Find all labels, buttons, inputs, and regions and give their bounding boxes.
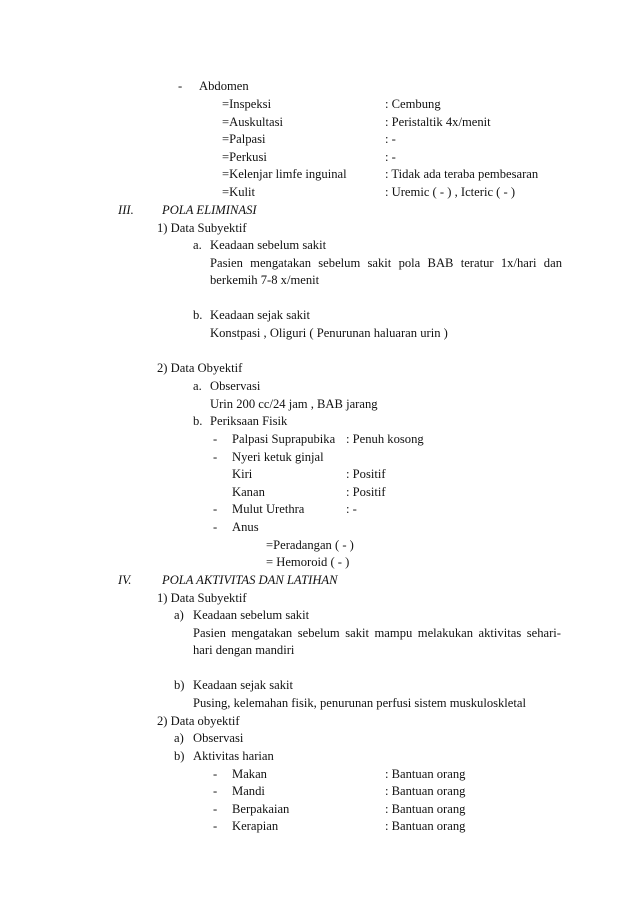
exam-value: : Positif	[346, 467, 386, 481]
paragraph-line: Pasien mengatakan sebelum sakit pola BAB teratur 1x/hari dan	[210, 256, 562, 270]
subsection-heading: 2) Data obyektif	[157, 714, 240, 728]
abdomen-label: =Auskultasi	[222, 115, 283, 129]
exam-value: : -	[346, 502, 357, 516]
abdomen-value: : -	[385, 132, 396, 146]
paragraph-line: Urin 200 cc/24 jam , BAB jarang	[210, 397, 378, 411]
activity-value: : Bantuan orang	[385, 802, 466, 816]
section-title: POLA AKTIVITAS DAN LATIHAN	[162, 573, 338, 587]
abdomen-dash: -	[178, 79, 183, 93]
activity-value: : Bantuan orang	[385, 819, 466, 833]
section-title: POLA ELIMINASI	[162, 203, 257, 217]
exam-label: Palpasi Suprapubika	[232, 432, 336, 446]
item-title: Periksaan Fisik	[210, 414, 288, 428]
exam-label: Kanan	[232, 485, 265, 499]
subsection-heading: 2) Data Obyektif	[157, 361, 243, 375]
item-label: a)	[174, 608, 184, 622]
item-title: Keadaan sebelum sakit	[210, 238, 327, 252]
activity-label: Makan	[232, 767, 267, 781]
activity-label: Mandi	[232, 784, 265, 798]
section-numeral: IV.	[118, 573, 132, 587]
item-label: a)	[174, 731, 184, 745]
section-numeral: III.	[118, 203, 134, 217]
abdomen-label: =Perkusi	[222, 150, 267, 164]
activity-value: : Bantuan orang	[385, 784, 466, 798]
exam-label: Nyeri ketuk ginjal	[232, 450, 324, 464]
abdomen-heading: Abdomen	[199, 79, 249, 93]
item-label: b)	[174, 678, 185, 692]
paragraph-line: hari dengan mandiri	[193, 643, 295, 657]
list-dash: -	[213, 784, 218, 798]
item-title: Observasi	[210, 379, 261, 393]
item-label: b.	[193, 414, 203, 428]
item-label: b)	[174, 749, 185, 763]
exam-label: Kiri	[232, 467, 253, 481]
abdomen-value: : Uremic ( - ) , Icteric ( - )	[385, 185, 516, 199]
paragraph-line: Pasien mengatakan sebelum sakit mampu melakukan aktivitas sehari-	[193, 626, 561, 640]
abdomen-label: =Kulit	[222, 185, 255, 199]
item-title: Keadaan sebelum sakit	[193, 608, 310, 622]
list-dash: -	[213, 450, 218, 464]
abdomen-value: : Cembung	[385, 97, 441, 111]
activity-label: Berpakaian	[232, 802, 290, 816]
item-title: Observasi	[193, 731, 244, 745]
abdomen-value: : Peristaltik 4x/menit	[385, 115, 491, 129]
paragraph-line: Konstpasi , Oliguri ( Penurunan haluaran urin )	[210, 326, 448, 340]
activity-value: : Bantuan orang	[385, 767, 466, 781]
item-title: Keadaan sejak sakit	[193, 678, 294, 692]
item-label: b.	[193, 308, 203, 322]
exam-label: Anus	[232, 520, 259, 534]
paragraph-line: Pusing, kelemahan fisik, penurunan perfusi sistem muskuloskletal	[193, 696, 526, 710]
exam-value: : Penuh kosong	[346, 432, 424, 446]
list-dash: -	[213, 802, 218, 816]
item-title: Aktivitas harian	[193, 749, 274, 763]
exam-value: : Positif	[346, 485, 386, 499]
item-label: a.	[193, 238, 202, 252]
list-dash: -	[213, 432, 218, 446]
item-label: a.	[193, 379, 202, 393]
anus-finding: = Hemoroid ( - )	[266, 555, 350, 569]
subsection-heading: 1) Data Subyektif	[157, 221, 247, 235]
exam-label: Mulut Urethra	[232, 502, 305, 516]
abdomen-value: : -	[385, 150, 396, 164]
abdomen-value: : Tidak ada teraba pembesaran	[385, 167, 539, 181]
list-dash: -	[213, 520, 218, 534]
anus-finding: =Peradangan ( - )	[266, 538, 354, 552]
abdomen-label: =Inspeksi	[222, 97, 272, 111]
activity-label: Kerapian	[232, 819, 279, 833]
item-title: Keadaan sejak sakit	[210, 308, 311, 322]
list-dash: -	[213, 767, 218, 781]
paragraph-line: berkemih 7-8 x/menit	[210, 273, 320, 287]
abdomen-label: =Kelenjar limfe inguinal	[222, 167, 347, 181]
list-dash: -	[213, 819, 218, 833]
subsection-heading: 1) Data Subyektif	[157, 591, 247, 605]
abdomen-label: =Palpasi	[222, 132, 266, 146]
list-dash: -	[213, 502, 218, 516]
